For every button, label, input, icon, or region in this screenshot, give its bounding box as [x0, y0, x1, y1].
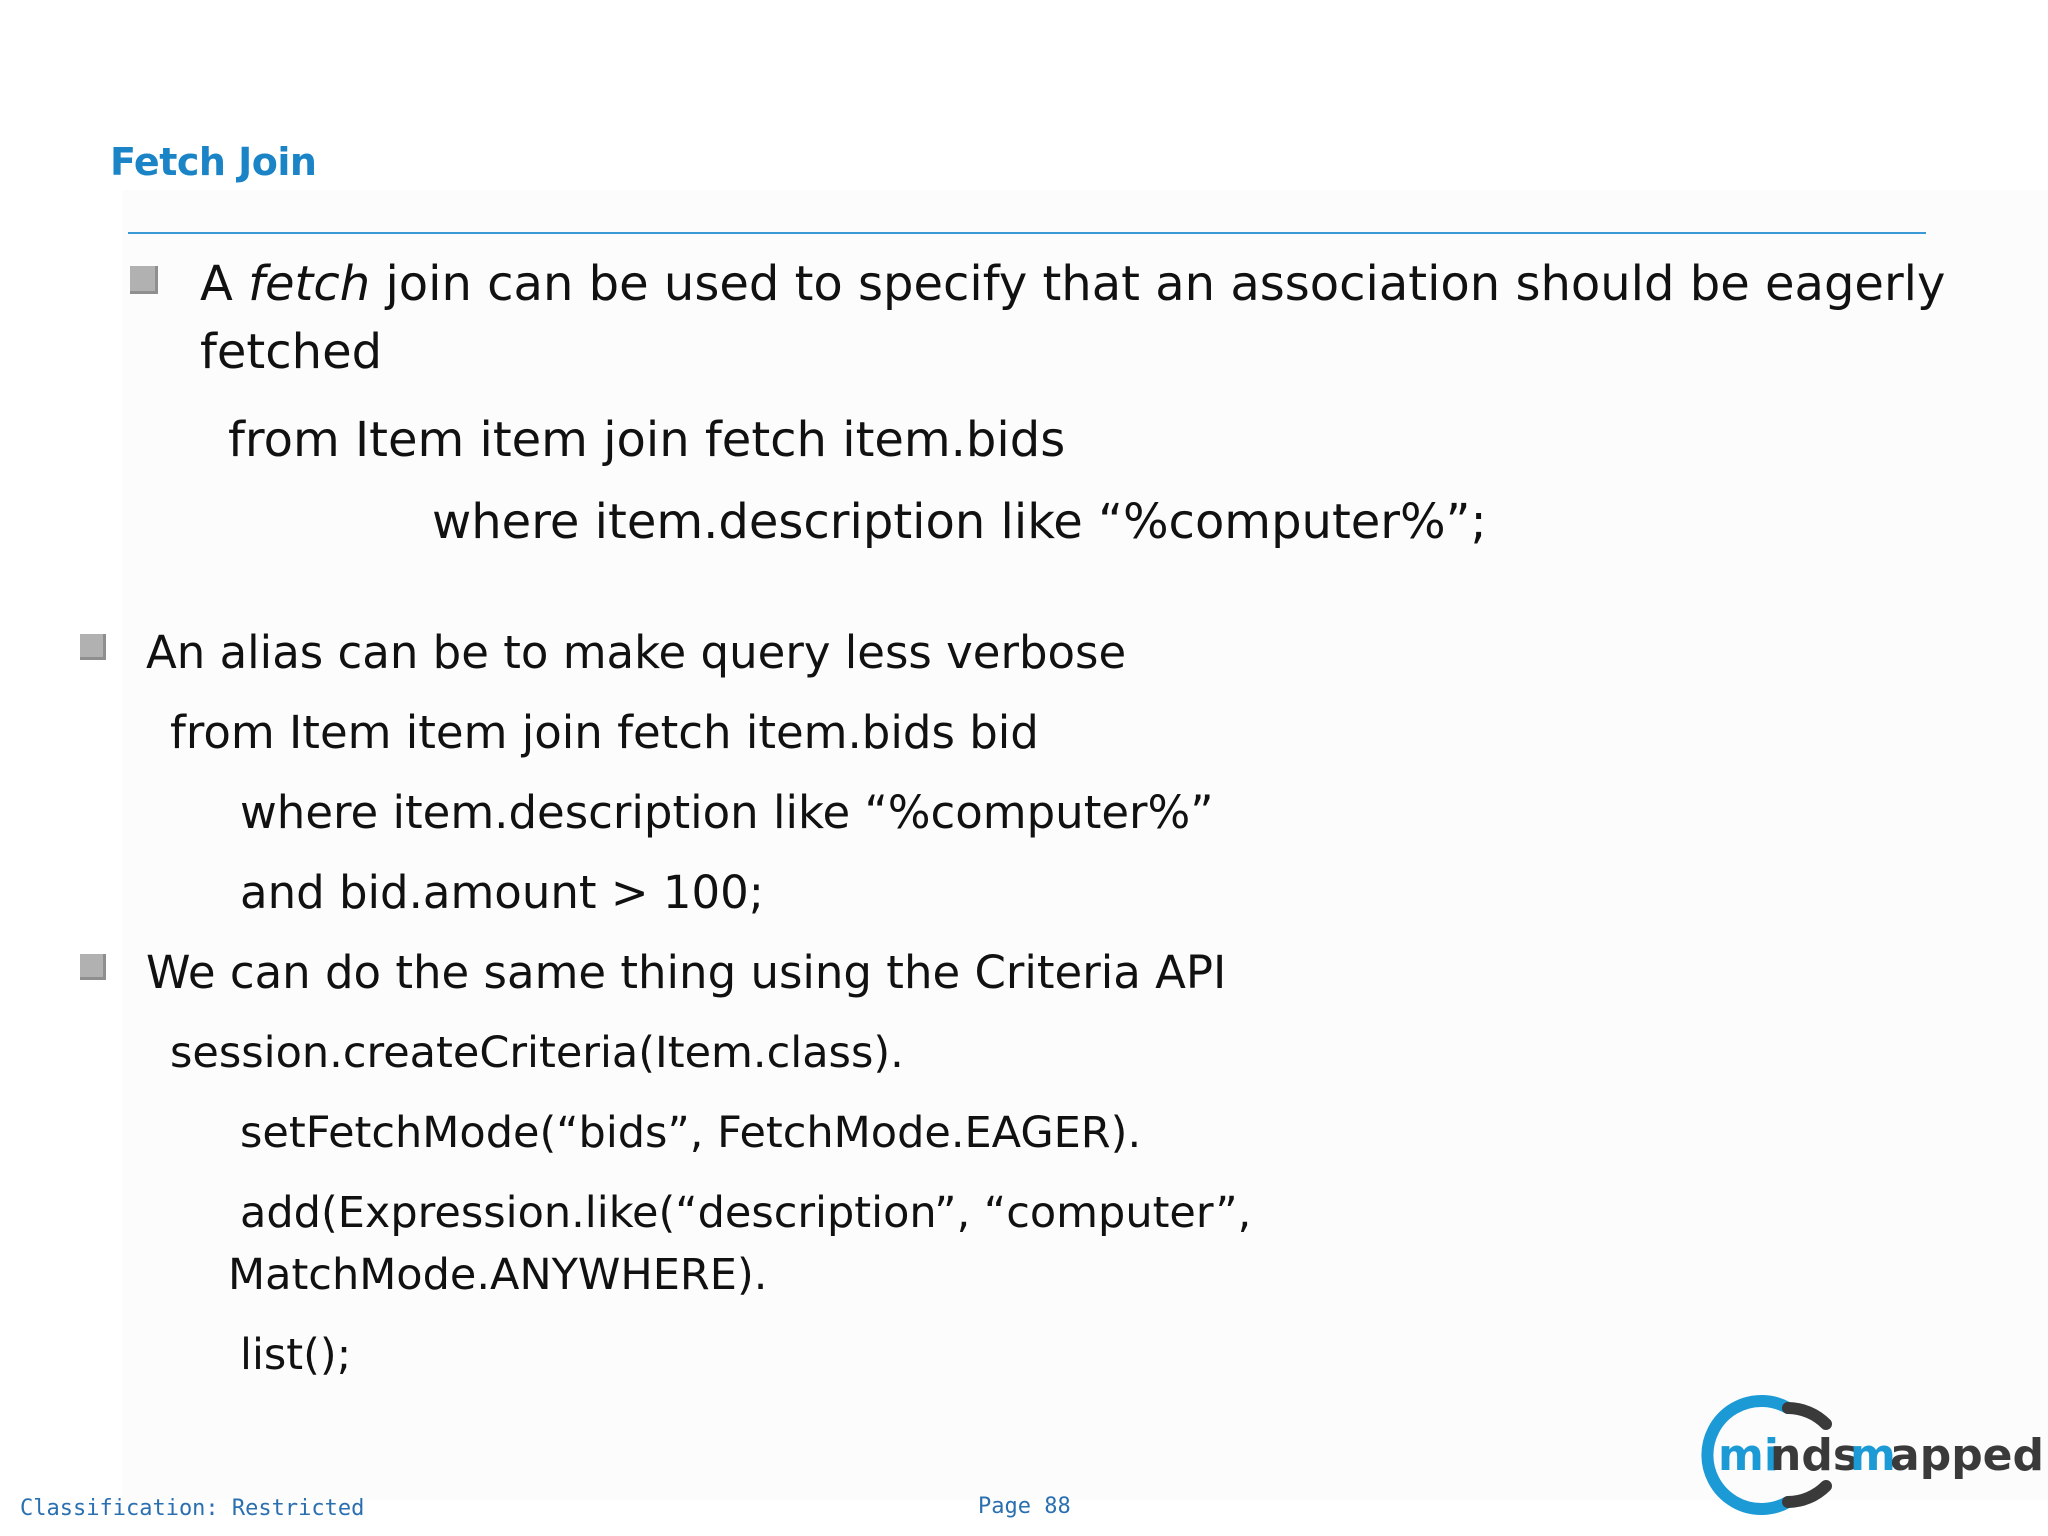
svg-text:m: m — [1850, 1430, 1896, 1481]
code-line: session.createCriteria(Item.class). — [170, 1028, 904, 1078]
classification-label: Classification: Restricted — [20, 1496, 365, 1521]
bullet-1-text — [200, 256, 1945, 312]
title-divider — [128, 232, 1926, 234]
svg-text:mi: mi — [1718, 1430, 1779, 1481]
code-line: from Item item join fetch item.bids bid — [170, 706, 1039, 759]
code-line: add(Expression.like(“description”, “computer”, — [240, 1188, 1252, 1238]
bullet-3-text: We can do the same thing using the Criteria API — [146, 946, 1227, 999]
mindsmapped-logo — [1688, 1398, 2045, 1512]
svg-text:apped: apped — [1890, 1430, 2045, 1481]
page-number: Page 88 — [978, 1494, 1071, 1519]
bullet-1-prefix: A — [200, 256, 233, 312]
code-line: setFetchMode(“bids”, FetchMode.EAGER). — [240, 1108, 1142, 1158]
bullet-2-text: An alias can be to make query less verbose — [146, 626, 1127, 679]
content-area — [122, 190, 2048, 1500]
bullet-1-emphasis: fetch — [248, 256, 371, 312]
svg-text:nds: nds — [1770, 1430, 1860, 1481]
bullet-square-icon — [80, 634, 106, 660]
code-line: where item.description like “%computer%”; — [432, 494, 1487, 550]
bullet-1-body: join can be used to specify that an association should be eagerly — [385, 256, 1946, 312]
slide-title: Fetch Join — [110, 140, 317, 184]
code-line: MatchMode.ANYWHERE). — [228, 1250, 768, 1300]
bullet-1-continuation: fetched — [200, 324, 383, 380]
code-line: list(); — [240, 1330, 352, 1380]
code-line: from Item item join fetch item.bids — [228, 412, 1066, 468]
code-line: and bid.amount > 100; — [240, 866, 764, 919]
bullet-square-icon — [80, 954, 106, 980]
code-line: where item.description like “%computer%” — [240, 786, 1214, 839]
bullet-square-icon — [130, 266, 158, 294]
